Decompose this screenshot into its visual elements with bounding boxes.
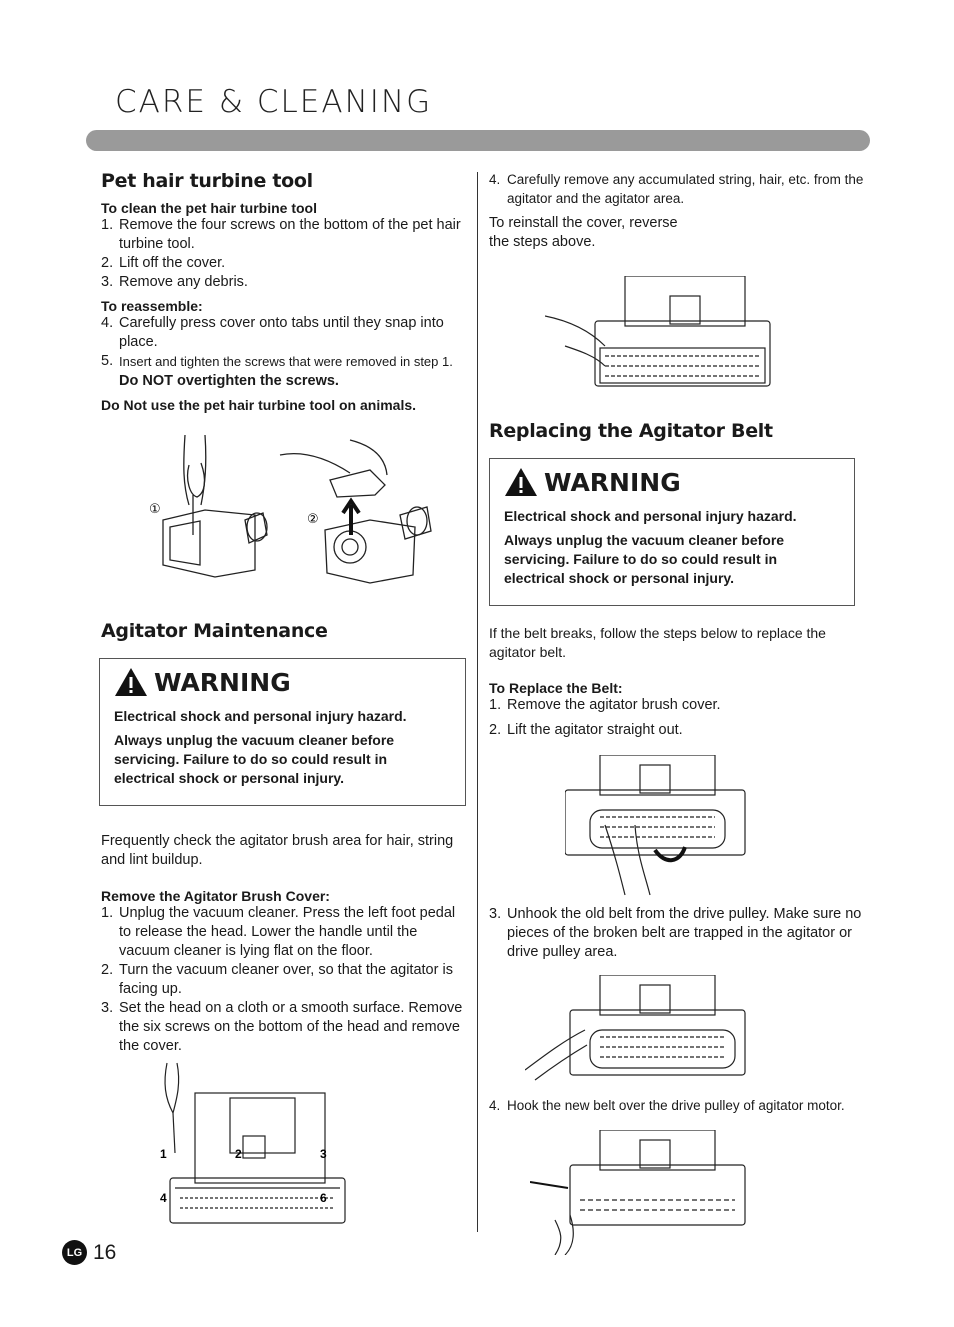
list-item: 1. Remove the four screws on the bottom of the pet hair turbine tool. — [101, 217, 461, 252]
screw-label-1: 1 — [160, 1147, 167, 1161]
list-item: 1. Remove the agitator brush cover. — [489, 697, 721, 713]
reassemble-subhead: To reassemble: — [101, 298, 203, 314]
column-divider — [477, 172, 478, 1232]
warning-line1: Electrical shock and personal injury hazard. — [114, 708, 407, 724]
remove-subhead: Remove the Agitator Brush Cover: — [101, 888, 330, 904]
right-step4 — [489, 170, 869, 208]
brush-clean-illustration — [545, 276, 780, 391]
unhook-belt-illustration — [525, 975, 750, 1085]
list-item: 5. Insert and tighten the screws that were removed in step 1. Do NOT overtighten the screws. — [101, 353, 453, 389]
screw-label-4: 4 — [160, 1191, 167, 1205]
belt-intro: If the belt breaks, follow the steps below to replace the agitator belt. — [489, 625, 826, 660]
animal-note: Do Not use the pet hair turbine tool on animals. — [101, 397, 417, 413]
list-item: 2. Lift off the cover. — [101, 255, 226, 271]
warning-line1: Electrical shock and personal injury hazard. — [504, 508, 797, 524]
agitator-heading: Agitator Maintenance — [101, 620, 328, 642]
pet-heading: Pet hair turbine tool — [101, 170, 313, 192]
lift-agitator-illustration — [565, 755, 750, 900]
left-column — [101, 170, 466, 413]
list-item: 2. Lift the agitator straight out. — [489, 722, 683, 738]
fig-label-1: ① — [149, 502, 161, 517]
belt-section — [489, 420, 869, 740]
screw-removal-illustration — [155, 1058, 355, 1228]
list-item: 4. Carefully press cover onto tabs until they snap into place. — [101, 315, 444, 350]
warning-box — [489, 458, 855, 606]
warning-header — [114, 667, 451, 697]
screw-label-2: 2 — [235, 1147, 242, 1161]
warning-triangle-icon — [504, 467, 538, 497]
right-step4-belt — [489, 1096, 889, 1115]
replace-steps — [489, 696, 869, 740]
agitator-intro: Frequently check the agitator brush area for hair, string and lint buildup. — [101, 833, 454, 868]
list-item: 3. Set the head on a cloth or a smooth surface. Remove the six screws on the bottom of the head and remove the cover. — [101, 1000, 463, 1054]
title-bar — [86, 130, 870, 151]
screw-label-3: 3 — [320, 1147, 327, 1161]
right-column — [489, 170, 869, 252]
replace-subhead: To Replace the Belt: — [489, 680, 623, 696]
remove-steps — [101, 904, 466, 1056]
agitator-section — [101, 620, 466, 1056]
fig-label-2: ② — [307, 512, 319, 527]
list-item: 3. Unhook the old belt from the drive pulley. Make sure no pieces of the broken belt are trapped in the agitator or drive pulley area. — [489, 906, 862, 960]
hook-belt-illustration — [530, 1130, 750, 1255]
clean-subhead: To clean the pet hair turbine tool — [101, 200, 317, 216]
list-item: 4. Carefully remove any accumulated string, hair, etc. from the agitator and the agitator area. — [489, 172, 864, 206]
warning-header — [504, 467, 840, 497]
reassemble-steps — [101, 314, 466, 391]
warning-title: WARNING — [154, 667, 291, 697]
page-number-text: 16 — [93, 1240, 117, 1264]
list-item: 4. Hook the new belt over the drive pulley of agitator motor. — [489, 1098, 845, 1113]
page-number — [62, 1240, 116, 1265]
list-item: 3. Remove any debris. — [101, 274, 248, 290]
reinstall-text: To reinstall the cover, reverse the steps above. — [489, 215, 678, 250]
warning-line2: Always unplug the vacuum cleaner before servicing. Failure to do so could result in electrical shock or personal injury. — [114, 732, 395, 786]
right-step3 — [489, 905, 869, 962]
page-title: CARE & CLEANING — [115, 84, 433, 120]
warning-line2: Always unplug the vacuum cleaner before servicing. Failure to do so could result in electrical shock or personal injury. — [504, 532, 785, 586]
clean-steps — [101, 216, 466, 292]
warning-title: WARNING — [544, 467, 681, 497]
lg-logo-icon: LG — [62, 1240, 87, 1265]
screw-label-6: 6 — [320, 1191, 327, 1205]
list-item: 2. Turn the vacuum cleaner over, so that the agitator is facing up. — [101, 962, 453, 997]
warning-box — [99, 658, 466, 806]
list-item: 1. Unplug the vacuum cleaner. Press the left foot pedal to release the head. Lower the handle until the vacuum cleaner is lying flat on the floor. — [101, 905, 456, 959]
pet-tool-illustration — [145, 435, 445, 585]
belt-heading: Replacing the Agitator Belt — [489, 420, 773, 442]
warning-triangle-icon — [114, 667, 148, 697]
